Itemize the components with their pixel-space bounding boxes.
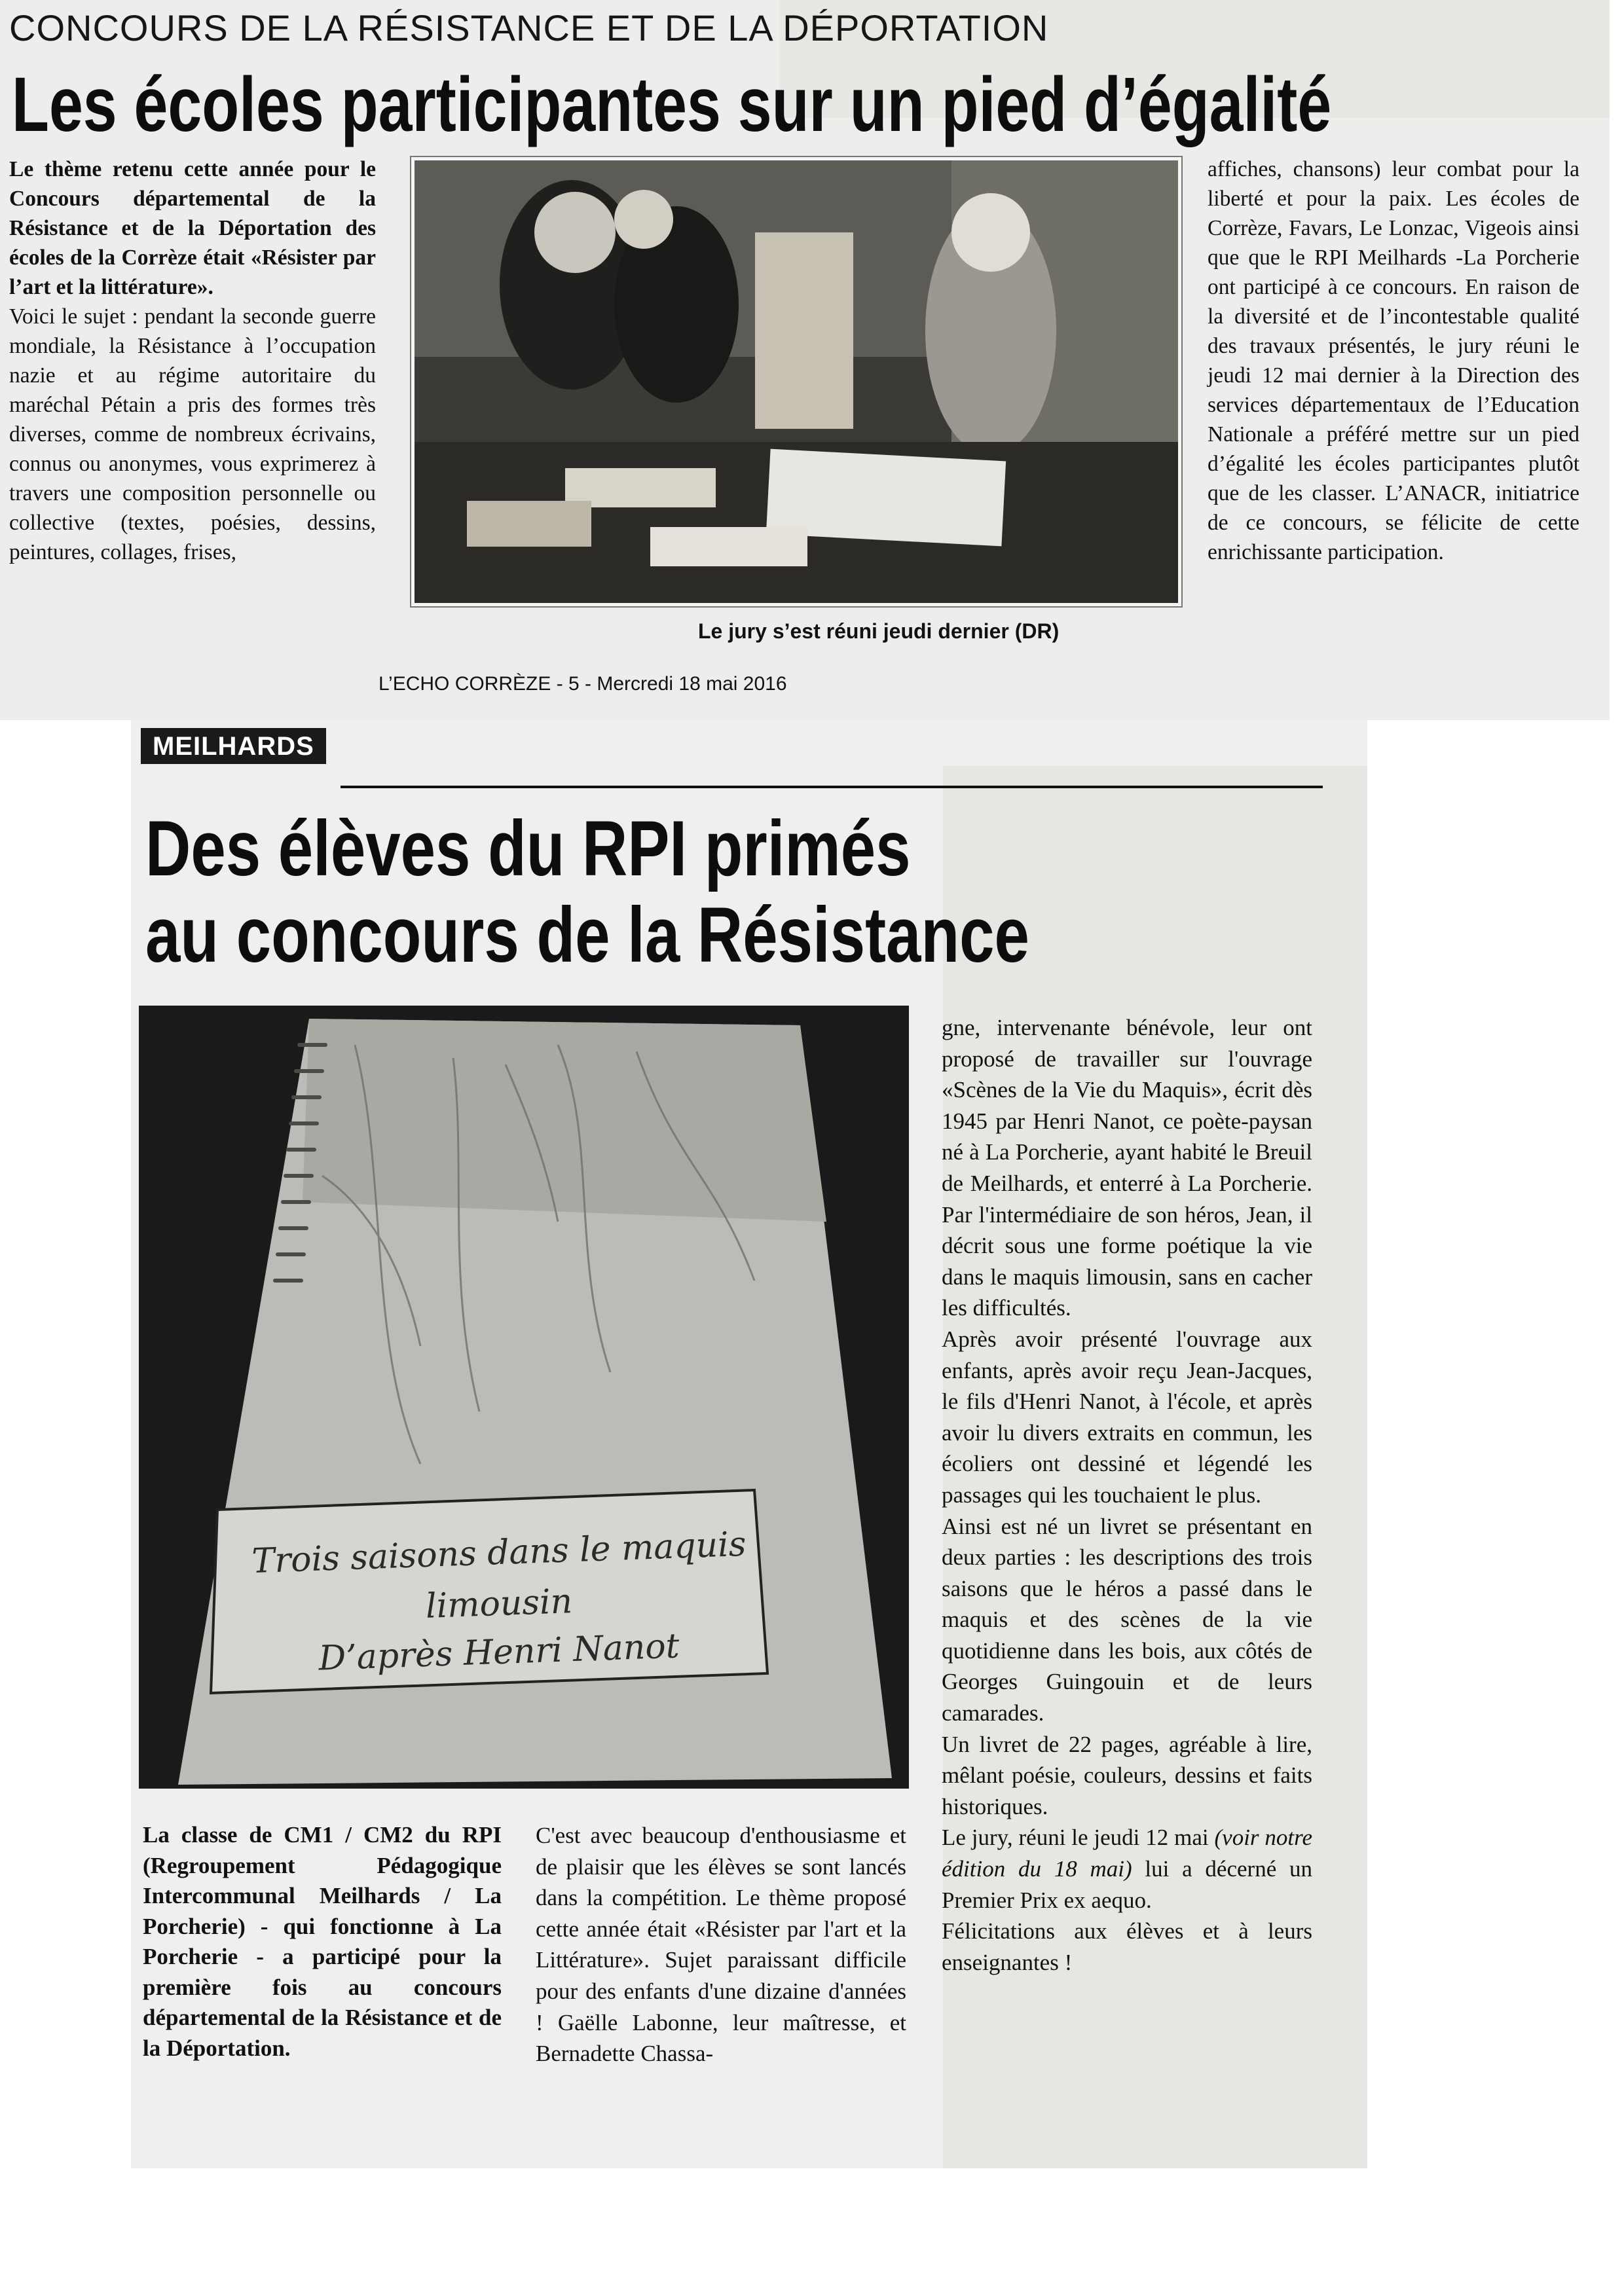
headline-line1: Des élèves du RPI primés bbox=[145, 805, 911, 892]
headline-line2: au concours de la Résistance bbox=[145, 891, 1029, 979]
p5-end: lui a décerné un Premier Prix ex aequo. bbox=[942, 1856, 1312, 1913]
headline: Les écoles participantes sur un pied d’égalité bbox=[12, 62, 1332, 148]
jury-photo-image bbox=[415, 160, 1178, 603]
article-right-column bbox=[1208, 155, 1579, 567]
article-paragraph-3: Ainsi est né un livret se présentant en deux parties : les descriptions des trois saisons que le héros a passé dans le maquis et des scènes de la vie quotidienne dans les bois, aux côtés de Georges Guingouin et de leurs camarades. bbox=[942, 1513, 1312, 1726]
booklet-title-line1: Trois saisons dans le maquis bbox=[251, 1524, 747, 1582]
booklet-title-line2: limousin bbox=[424, 1582, 574, 1626]
newspaper-footer: L’ECHO CORRÈZE - 5 - Mercredi 18 mai 2016 bbox=[378, 673, 787, 695]
kicker: CONCOURS DE LA RÉSISTANCE ET DE LA DÉPORTATION bbox=[9, 7, 1049, 48]
booklet-title-line3: D’après Henri Nanot bbox=[318, 1626, 680, 1679]
article-paragraph-5 bbox=[942, 1822, 1312, 1916]
p5-italic: (voir notre édition du 18 mai) bbox=[942, 1825, 1312, 1882]
article-paragraph-2: Après avoir présenté l'ouvrage aux enfants, après avoir reçu Jean-Jacques, le fils d'Henri Nanot, à l'école, et après avoir lu divers extraits en commun, les écoliers ont dessiné et légendé les passages qui les touchaient le plus. bbox=[942, 1326, 1312, 1508]
article-body-left: Voici le sujet : pendant la seconde guerre mondiale, la Résistance à l’occupation nazie et au régime autoritaire du maréchal Pétain a pris des formes très diverses, comme de nombreux écrivains, connus ou anonymes, vous exprimerez à travers une composition personnelle ou collective (textes, poésies, dessins, peintures, collages, frises, bbox=[9, 304, 376, 564]
article-middle-column bbox=[536, 1820, 906, 2069]
article-paragraph-6: Félicitations aux élèves et à leurs enseignantes ! bbox=[942, 1918, 1312, 1975]
article-right-column-2 bbox=[942, 1012, 1312, 1978]
booklet-photo bbox=[139, 1006, 909, 1789]
article-middle-text: C'est avec beaucoup d'enthousiasme et de plaisir que les élèves se sont lancés dans la compétition. Le thème proposé cette année était «Résister par l'art et la Littérature». Sujet paraissant difficile pour des enfants d'une dizaine d'années ! Gaëlle Labonne, leur maîtresse, et Bernadette Chassa- bbox=[536, 1823, 906, 2067]
article-left-column bbox=[9, 155, 376, 567]
section-tag: MEILHARDS bbox=[141, 728, 326, 764]
article-lead: Le thème retenu cette année pour le Concours départemental de la Résistance et de la Déportation des écoles de la Corrèze était «Résister par l’art et la littérature». bbox=[9, 157, 376, 299]
jury-photo-caption: Le jury s’est réuni jeudi dernier (DR) bbox=[698, 619, 1060, 643]
article-body-right: affiches, chansons) leur combat pour la liberté et pour la paix. Les écoles de Corrèze, Favars, Le Lonzac, Vigeois ainsi que que le RPI Meilhards -La Porcherie ont participé à ce concours. En raison de la diversité et de l’incontestable qualité des travaux présentés, le jury réuni le jeudi 12 mai dernier à la Direction des services départementaux de l’Education Nationale a préféré mettre sur un pied d’égalité les écoles participantes plutôt que de les classer. L’ANACR, initiatrice de ce concours, se félicite de cette enrichissante participation. bbox=[1208, 157, 1579, 564]
section-rule bbox=[341, 786, 1323, 788]
booklet-photo-caption: La classe de CM1 / CM2 du RPI (Regroupement Pédagogique Intercommunal Meilhards / La Porcherie) - qui fonctionne à La Porcherie - a participé pour la première fois au concours départemental de la Résistance et de la Déportation. bbox=[143, 1822, 502, 2061]
p5-start: Le jury, réuni le jeudi 12 mai bbox=[942, 1825, 1215, 1851]
article-paragraph-4: Un livret de 22 pages, agréable à lire, mêlant poésie, couleurs, dessins et faits historiques. bbox=[942, 1731, 1312, 1819]
article-paragraph-1: gne, intervenante bénévole, leur ont proposé de travailler sur l'ouvrage «Scènes de la Vie du Maquis», écrit dès 1945 par Henri Nanot, ce poète-paysan né à La Porcherie, ayant habité le Breuil de Meilhards, et enterré à La Porcherie. Par l'intermédiaire de son héros, Jean, il décrit sous une forme poétique la vie dans le maquis limousin, sans en cacher les difficultés. bbox=[942, 1015, 1312, 1321]
jury-photo bbox=[411, 157, 1181, 606]
